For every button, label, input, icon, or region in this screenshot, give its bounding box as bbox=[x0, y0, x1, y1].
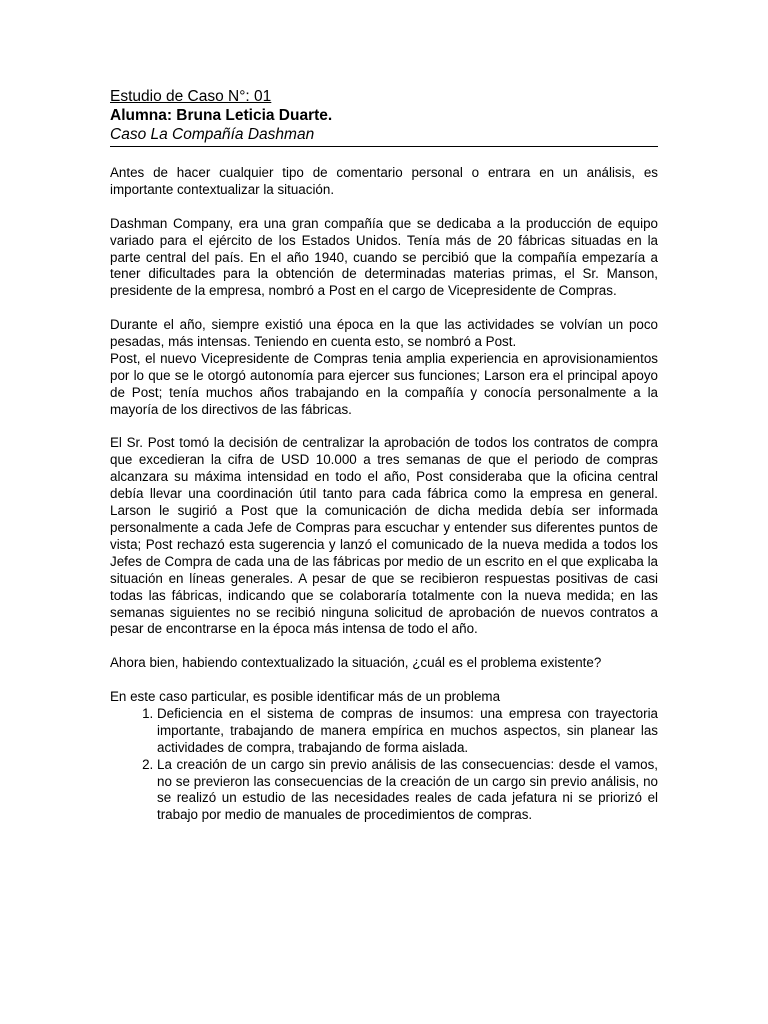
document-body bbox=[110, 165, 658, 824]
case-title: Caso La Compañía Dashman bbox=[110, 126, 315, 143]
paragraph-problems-intro: En este caso particular, es posible identificar más de un problema bbox=[110, 689, 501, 705]
document-header bbox=[110, 87, 658, 147]
case-study-number: Estudio de Caso N°: 01 bbox=[110, 88, 272, 105]
paragraph-intro: Antes de hacer cualquier tipo de comentario personal o entrara en un análisis, es importante contextualizar la situación. bbox=[110, 165, 658, 197]
paragraph-question: Ahora bien, habiendo contextualizado la situación, ¿cuál es el problema existente? bbox=[110, 655, 602, 671]
list-item: 2. La creación de un cargo sin previo análisis de las consecuencias: desde el vamos, no se previeron las consecuencias de la creación de un cargo sin previo análisis, no se realizó un estudio de las necesidades reales de cada jefatura ni se priorizó el trabajo por medio de manuales de procedimientos de compras. bbox=[157, 757, 658, 825]
problem-list bbox=[110, 706, 658, 824]
list-item: 1. Deficiencia en el sistema de compras de insumos: una empresa con trayectoria importante, trabajando de manera empírica en muchos aspectos, sin planear las actividades de compra, trabajando de forma aislada. bbox=[157, 706, 658, 757]
paragraph-company: Dashman Company, era una gran compañía que se dedicaba a la producción de equipo variado para el ejército de los Estados Unidos. Tenía más de 20 fábricas situadas en la parte central del país. En el año 1940, cuando se percibió que la compañía empezaría a tener dificultades para la obtención de determinadas materias primas, el Sr. Manson, presidente de la empresa, nombró a Post en el cargo de Vicepresidente de Compras. bbox=[110, 215, 658, 299]
paragraph-post: Post, el nuevo Vicepresidente de Compras tenia amplia experiencia en aprovisionamientos por lo que se le otorgó autonomía para ejercer sus funciones; Larson era el principal apoyo de Post; tenía muchos años trabajando en la compañía y conocía personalmente a la mayoría de los directivos de las fábricas. bbox=[110, 350, 658, 417]
student-name: Alumna: Bruna Leticia Duarte. bbox=[110, 107, 333, 124]
paragraph-decision: El Sr. Post tomó la decisión de centralizar la aprobación de todos los contratos de compra que excedieran la cifra de USD 10.000 a tres semanas de que el periodo de compras alcanzara su máxima intensidad en todo el año, Post consideraba que la oficina central debía llevar una coordinación útil tanto para cada fábrica como la empresa en general. Larson le sugirió a Post que la comunicación de dicha medida debía ser informada personalmente a cada Jefe de Compras para escuchar y entender sus diferentes puntos de vista; Post rechazó esta sugerencia y lanzó el comunicado de la nueva medida a todos los Jefes de Compra de cada una de las fábricas por medio de un escrito en el que explicaba la situación en líneas generales. A pesar de que se recibieron respuestas positivas de casi todas las fábricas, indicando que se colaboraría totalmente con la nueva medida; en las semanas siguientes no se recibió ninguna solicitud de aprobación de nuevos contratos a pesar de encontrarse en la época más intensa de todo el año. bbox=[110, 435, 658, 637]
paragraph-year: Durante el año, siempre existió una época en la que las actividades se volvían un poco pesadas, más intensas. Teniendo en cuenta esto, se nombró a Post. bbox=[110, 317, 658, 350]
